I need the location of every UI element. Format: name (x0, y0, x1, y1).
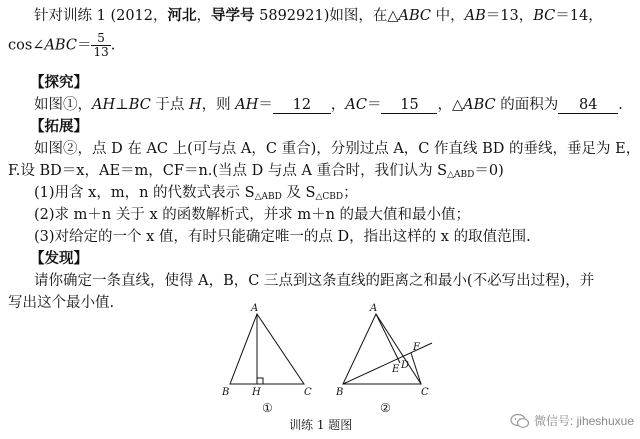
answer-area: 84 (558, 97, 618, 114)
explore-heading: 【探究】 (30, 74, 88, 91)
extend-heading: 【拓展】 (30, 118, 88, 135)
fig1-number: ① (262, 401, 273, 415)
fig2-label-f: F (413, 342, 420, 353)
wechat-icon (510, 413, 530, 429)
question-2: (2)求 m＋n 关于 x 的函数解析式，并求 m＋n 的最大值和最小值； (34, 207, 471, 223)
answer-ac: 15 (381, 97, 437, 114)
discover-para-2: 写出这个最小值. (8, 295, 115, 311)
fig1-label-b: B (222, 387, 230, 398)
fig1-label-h: H (252, 387, 261, 398)
figure-1-triangle (230, 314, 304, 384)
extend-para-2: F.设 BD＝x，AE＝m，CF＝n.(当点 D 与点 A 重合时，我们认为 $S_{\triangle ABD}=0$) (8, 163, 504, 180)
fig1-label-c: C (304, 387, 312, 398)
fig2-number: ② (380, 401, 391, 415)
figure-caption: 训练 1 题图 (289, 418, 353, 432)
fig2-label-e: E (392, 364, 400, 375)
fig2-label-c: C (421, 387, 429, 398)
fig2-label-b: B (336, 387, 344, 398)
fig2-label-d: D (401, 360, 410, 371)
question-1: (1)用含 x，m，n 的代数式表示 $S_{\triangle ABD}$ 及 $S_{\triangle CBD}$； (34, 185, 358, 202)
fraction-5-13: $\frac{5}{13}$ (93, 31, 109, 59)
discover-heading: 【发现】 (30, 250, 88, 267)
figure-2-triangle (343, 314, 432, 384)
fig1-label-a: A (251, 303, 259, 314)
problem-title-line: 针对训练 1 (2012，河北，导学号 5892921)如图，在△ABC 中，AB＝13，BC＝14， (34, 7, 603, 24)
extend-para-1: 如图②，点 D 在 AC 上(可与点 A，C 重合)，分别过点 A，C 作直线 BD 的垂线，垂足为 E， (34, 141, 640, 157)
watermark: 微信号: jiheshuxue (510, 412, 634, 429)
explore-line: 如图①，AH⊥BC 于点 H，则 AH＝ 12 ，AC＝ 15 ，△ABC 的面积为 84 . (34, 97, 623, 113)
question-3: (3)对给定的一个 x 值，有时只能确定唯一的点 D，指出这样的 x 的取值范围. (34, 229, 531, 245)
discover-para-1: 请你确定一条直线，使得 A，B，C 三点到这条直线的距离之和最小(不必写出过程)，并 (34, 273, 595, 289)
cos-line: cos∠ABC＝ $\frac{5}{13}$ . (8, 31, 116, 59)
fig2-label-a: A (370, 303, 378, 314)
answer-ah: 12 (273, 97, 331, 114)
